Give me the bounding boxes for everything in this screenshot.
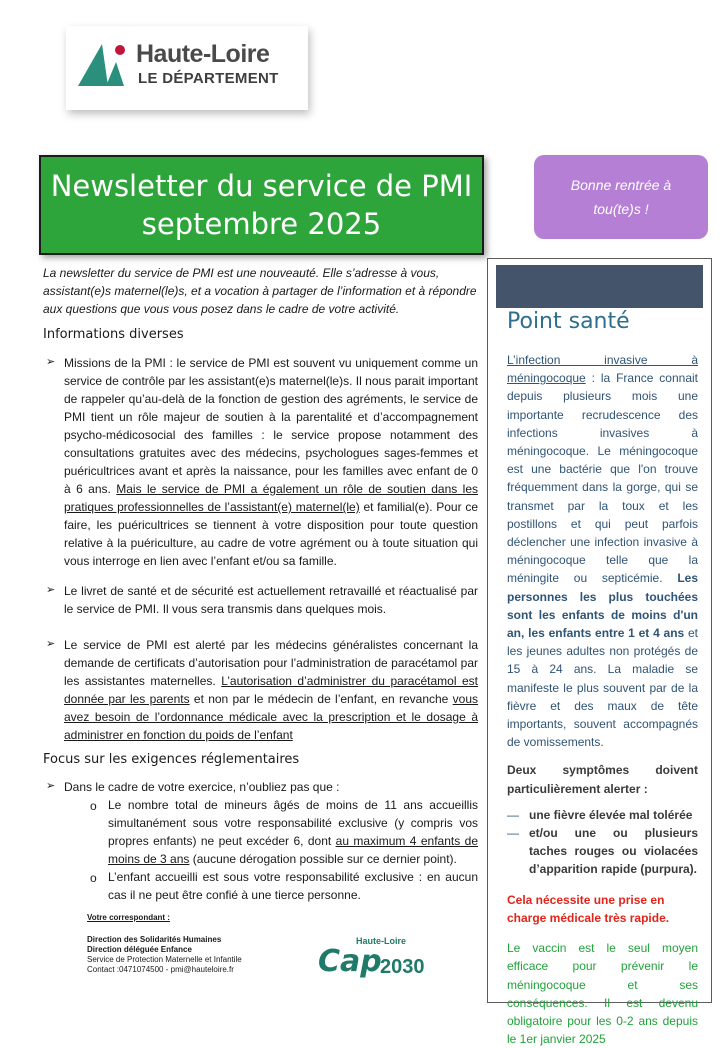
direction-name: Direction des Solidarités Humaines <box>87 935 222 944</box>
title-line-1: Newsletter du service de PMI <box>50 169 473 203</box>
newsletter-title-box <box>39 155 484 255</box>
cap-logo-top: Haute-Loire <box>356 936 407 946</box>
contact-info: Contact :0471074500 - pmi@hauteloire.fr <box>87 965 234 974</box>
cap-logo-year: 2030 <box>380 956 425 978</box>
symptom-item: — et/ou une ou plusieurs taches rouges ou violacées d’apparition rapide (purpura). <box>507 824 698 879</box>
bullet-arrow-icon: ➢ <box>46 584 56 596</box>
dash-icon: — <box>507 826 519 841</box>
underlined-text: Mais le service de PMI a également un rôle de soutien dans les pratiques professionnelles de l’assistant(e) maternel(le) <box>64 482 479 514</box>
underlined-text: L’autorisation d’administrer du paracétamol est donnée par les parents <box>64 674 478 706</box>
greeting-box <box>534 155 708 239</box>
greeting-line-1: Bonne rentrée à <box>570 177 672 193</box>
bullet-arrow-icon: ➢ <box>46 780 56 792</box>
sub-bullet-icon: o <box>90 799 97 813</box>
vaccine-info: Le vaccin est le seul moyen efficace pour prévenir le méningocoque et ses conséquences. Il est devenu obligatoire pour les 0-2 ans depuis le 1er janvier 2025 <box>507 941 698 1047</box>
sidebar-point-sante <box>487 258 712 1047</box>
delegation-name: Direction déléguée Enfance <box>87 945 192 954</box>
correspondent-label: Votre correspondant : <box>87 913 170 922</box>
dash-icon: — <box>507 807 519 822</box>
sidebar-title: Point santé <box>507 309 630 334</box>
sidebar-header-band <box>496 265 703 308</box>
sub-item-capacity: Le nombre total de mineurs âgés de moins de 11 ans accueillis simultanément sous votre responsabilité exclusive (y compris vos propres enfants) ne peut excéder 6, dont au maximum 4 enfants de moins de 3 ans (aucune dérogation possible sur ce dernier point). <box>108 798 478 866</box>
list-item-missions: Missions de la PMI : le service de PMI est souvent vu uniquement comme un service de contrôle par les assistant(e)s maternel(le)s. Il nous parait important de rappeler qu’au-delà de la fonction de gestion des agréments, le service de PMI tient un rôle majeur de soutien à la parentalité et d’accompagnement psycho-médicosocial des familles : le service propose notamment des consultations gratuites avec des médecins, psychologues sages-femmes et puéricultrices avant et après la naissance, pour les familles avec enfant de 0 à 6 ans. Mais le service de PMI a également un rôle de soutien dans les pratiques professionnelles de l’assistant(e) maternel(le) et familial(e). Pour ce faire, les puéricultrices se tiennent à votre disposition pour toute question relative à la puériculture, au cadre de votre agrément ou à toute situation qui vous interroge en lien avec l’enfant et/ou sa famille. <box>64 356 479 568</box>
logo-name: Haute-Loire <box>136 40 270 68</box>
greeting-line-2: tou(te)s ! <box>593 201 649 217</box>
footer-contact <box>87 913 242 975</box>
department-logo <box>66 26 308 110</box>
bullet-arrow-icon: ➢ <box>46 356 56 368</box>
section-heading-focus: Focus sur les exigences réglementaires <box>43 752 300 767</box>
underlined-text: vous avez besoin de l’ordonnance médicale avec la prescription et le dosage à administrer en fonction du poids de l’enfant <box>64 692 479 742</box>
section-heading-informations: Informations diverses <box>43 327 184 342</box>
cap-logo-word: Cap <box>318 944 382 979</box>
haute-loire-mountain-icon <box>76 40 134 90</box>
symptom-item: — une fièvre élevée mal tolérée <box>507 806 698 824</box>
list-item-paracetamol: Le service de PMI est alerté par les médecins généralistes concernant la demande de certificats d’autorisation pour l’administration de paracétamol par les assistantes maternelles. L’autorisation d’administrer du paracétamol est donnée par les parents et non par le médecin de l’enfant, en revanche vous avez besoin de l’ordonnance médicale avec la prescription et le dosage à administrer en fonction du poids de l’enfant <box>64 638 479 742</box>
focus-intro: Dans le cadre de votre exercice, n’oubliez pas que : <box>64 780 340 794</box>
sidebar-body <box>507 351 698 1048</box>
list-item-livret: Le livret de santé et de sécurité est actuellement retravaillé et réactualisé par le service de PMI. Il vous sera transmis dans quelques mois. <box>64 584 478 616</box>
cap-2030-logo <box>316 936 446 984</box>
symptoms-heading: Deux symptômes doivent particulièrement alerter : <box>507 763 698 796</box>
underlined-text: au maximum 4 enfants de moins de 3 ans <box>108 834 478 866</box>
sub-bullet-icon: o <box>90 871 97 885</box>
sidebar-paragraph-1: L’infection invasive à méningocoque : la France connait depuis plusieurs mois une importante recrudescence des infections invasives à méningocoque. Le méningocoque est une bactérie que l'on trouve fréquemment dans la gorge, qui se transmet par la toux et les postillons et qui peut parfois déclencher une infection invasive à méningocoque telle que la méningite ou septicémie. Les personnes les plus touchées sont les enfants de moins d'un an, les enfants entre 1 et 4 ans et les jeunes adultes non protégés de 15 à 24 ans. La maladie se manifeste le plus souvent par de la fièvre et des maux de tête importants, souvent accompagnés de vomissements. <box>507 353 698 750</box>
medical-alert: Cela nécessite une prise en charge médicale très rapide. <box>507 892 670 925</box>
sub-item-responsibility: L’enfant accueilli est sous votre responsabilité exclusive : en aucun cas il ne peut être confié à une tierce personne. <box>108 870 478 902</box>
service-name: Service de Protection Maternelle et Infantile <box>87 955 242 964</box>
bullet-arrow-icon: ➢ <box>46 638 56 650</box>
title-line-2: septembre 2025 <box>141 207 382 241</box>
newsletter-intro: La newsletter du service de PMI est une nouveauté. Elle s’adresse à vous, assistant(e)s maternel(le)s, et a vocation à partager de l’information et à répondre aux questions que vous vous posez dans le cadre de votre activité. <box>43 266 477 316</box>
logo-subtitle: LE DÉPARTEMENT <box>138 70 279 87</box>
